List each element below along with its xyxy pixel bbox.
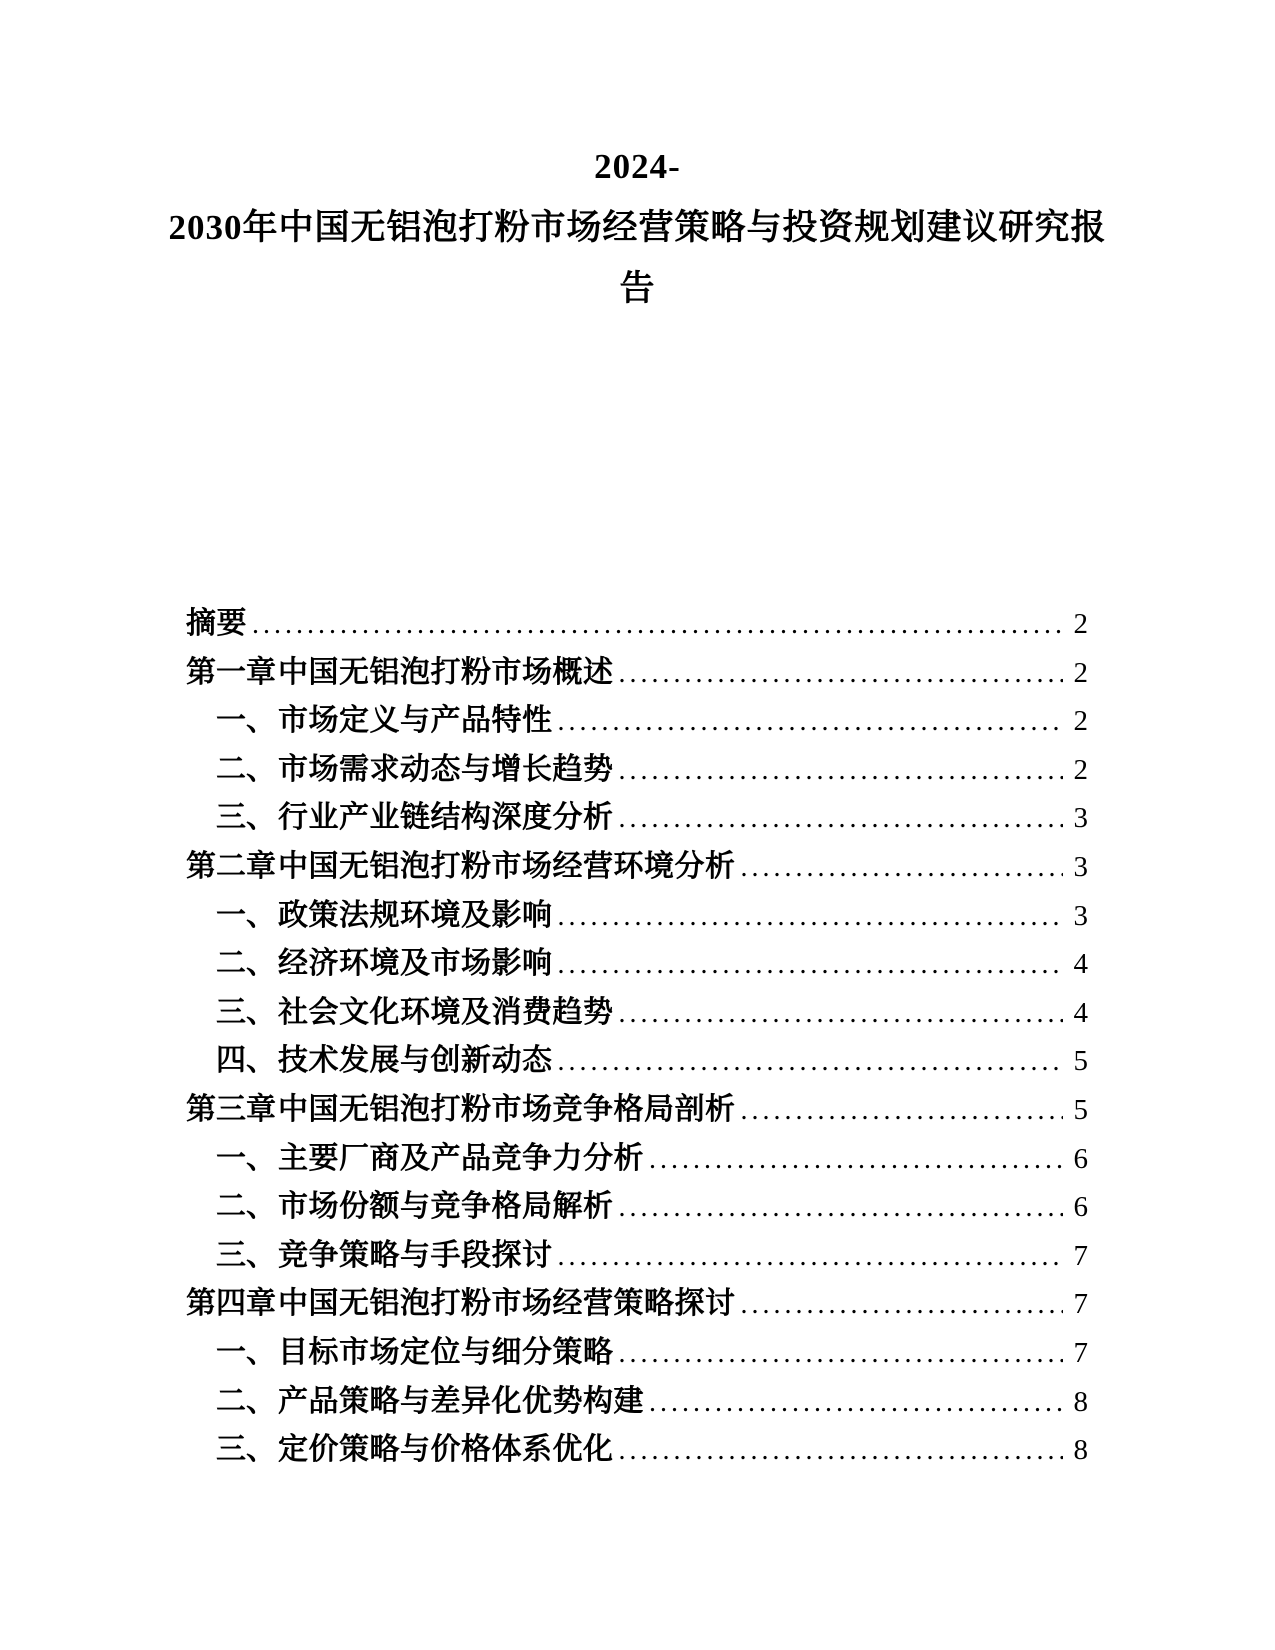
toc-entry-label: 行业产业链结构深度分析 [278,801,614,835]
toc-entry[interactable] [186,1376,1088,1425]
toc-leader-dots [558,949,1064,981]
toc-entry[interactable] [186,1133,1088,1182]
toc-entry-number: 三、 [216,1433,276,1467]
toc-entry[interactable] [186,1424,1088,1473]
toc-entry[interactable] [186,938,1088,987]
toc-entry[interactable] [186,792,1088,841]
toc-entry[interactable] [186,1084,1088,1133]
toc-entry[interactable] [186,1035,1088,1084]
toc-entry-label: 中国无铝泡打粉市场经营环境分析 [278,849,736,883]
toc-entry-label: 主要厂商及产品竞争力分析 [278,1141,644,1175]
toc-entry-number: 第二章 [186,849,276,883]
toc-entry-number: 第一章 [186,655,276,689]
toc-entry-page: 7 [1073,1239,1088,1272]
toc-entry[interactable] [186,744,1088,793]
toc-entry-label: 市场需求动态与增长趋势 [278,752,614,786]
toc-entry[interactable] [186,1327,1088,1376]
toc-leader-dots [619,1338,1064,1370]
toc-entry-label: 目标市场定位与细分策略 [278,1335,614,1369]
toc-entry[interactable] [186,841,1088,890]
toc-entry-page: 2 [1073,656,1088,689]
toc-entry-page: 3 [1073,802,1088,835]
toc-entry-number: 二、 [216,947,276,981]
toc-leader-dots [741,1095,1064,1127]
toc-entry[interactable] [186,890,1088,939]
toc-entry-number: 二、 [216,1384,276,1418]
toc-entry[interactable] [186,695,1088,744]
toc-entry-label: 市场定义与产品特性 [278,704,553,738]
toc-leader-dots [741,852,1064,884]
toc-entry-page: 3 [1073,899,1088,932]
toc-entry-number: 一、 [216,898,276,932]
toc-entry-number: 三、 [216,1238,276,1272]
document-title-line-2: 2030年中国无铝泡打粉市场经营策略与投资规划建议研究报 [168,208,1107,247]
toc-leader-dots [619,998,1064,1030]
toc-entry-number: 三、 [216,801,276,835]
toc-entry-label: 竞争策略与手段探讨 [278,1238,553,1272]
toc-entry-label: 社会文化环境及消费趋势 [278,995,614,1029]
toc-entry-page: 4 [1073,948,1088,981]
toc-entry[interactable] [186,598,1088,647]
toc-entry-label: 产品策略与差异化优势构建 [278,1384,644,1418]
toc-entry-page: 5 [1073,1045,1088,1078]
toc-entry-label: 中国无铝泡打粉市场经营策略探讨 [278,1287,736,1321]
toc-entry-number: 二、 [216,1190,276,1224]
toc-leader-dots [558,706,1064,738]
toc-entry-page: 7 [1073,1288,1088,1321]
toc [186,598,1088,1473]
toc-entry-page: 2 [1073,608,1088,640]
toc-entry-label: 技术发展与创新动态 [278,1044,553,1078]
toc-entry-label: 中国无铝泡打粉市场概述 [278,655,614,689]
toc-entry-number: 四、 [216,1044,276,1078]
toc-entry-number: 三、 [216,995,276,1029]
toc-leader-dots [558,1241,1064,1273]
toc-leader-dots [558,901,1064,933]
toc-entry[interactable] [186,647,1088,696]
toc-leader-dots [741,1289,1064,1321]
document-title-line-3: 告 [619,269,656,308]
toc-entry-page: 7 [1073,1336,1088,1369]
toc-leader-dots [619,803,1064,835]
document-title [150,136,1125,319]
toc-entry-page: 6 [1073,1191,1088,1224]
toc-entry-label: 市场份额与竞争格局解析 [278,1190,614,1224]
toc-entry-page: 4 [1073,996,1088,1029]
toc-entry-page: 8 [1073,1385,1088,1418]
toc-entry[interactable] [186,1230,1088,1279]
toc-leader-dots [252,609,1063,641]
toc-entry-page: 5 [1073,1093,1088,1126]
toc-entry-label: 定价策略与价格体系优化 [278,1433,614,1467]
toc-entry-number: 一、 [216,704,276,738]
toc-leader-dots [649,1387,1063,1419]
toc-entry-number: 一、 [216,1141,276,1175]
toc-leader-dots [619,658,1064,690]
toc-entry-page: 2 [1073,753,1088,786]
toc-entry[interactable] [186,1181,1088,1230]
toc-entry-label: 中国无铝泡打粉市场竞争格局剖析 [278,1092,736,1126]
toc-entry-label: 摘要 [186,607,247,640]
toc-leader-dots [619,1192,1064,1224]
toc-entry-page: 6 [1073,1142,1088,1175]
toc-leader-dots [619,1435,1064,1467]
toc-entry-page: 8 [1073,1434,1088,1467]
toc-entry-number: 二、 [216,752,276,786]
toc-entry-number: 一、 [216,1335,276,1369]
toc-entry-page: 3 [1073,850,1088,883]
toc-entry-page: 2 [1073,705,1088,738]
document-title-line-1: 2024- [594,147,681,186]
toc-leader-dots [619,755,1064,787]
toc-entry-number: 第四章 [186,1287,276,1321]
toc-entry[interactable] [186,1278,1088,1327]
toc-leader-dots [558,1046,1064,1078]
toc-leader-dots [649,1144,1063,1176]
toc-entry-label: 经济环境及市场影响 [278,947,553,981]
toc-entry-label: 政策法规环境及影响 [278,898,553,932]
toc-entry-number: 第三章 [186,1092,276,1126]
toc-entry[interactable] [186,987,1088,1036]
